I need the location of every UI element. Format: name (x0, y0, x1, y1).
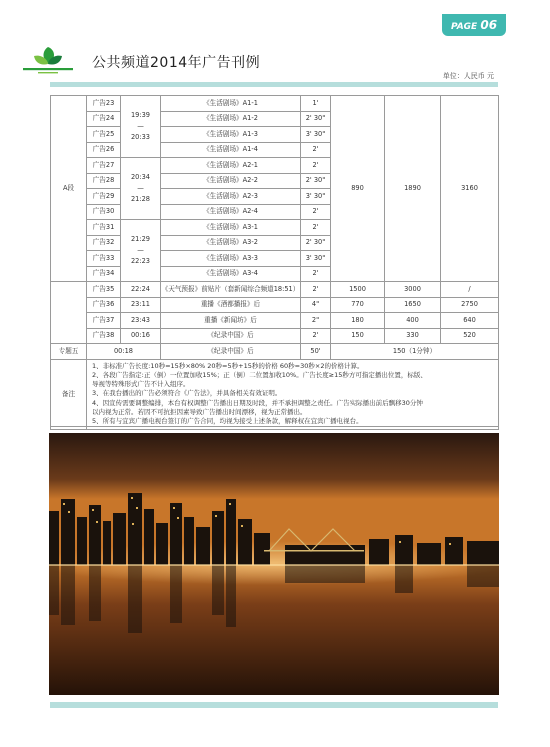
notes-text (87, 359, 499, 429)
price-cell: 770 (331, 297, 385, 313)
length-cell: 2' (301, 328, 331, 344)
time-cell: 23:43 (121, 313, 161, 329)
time-cell: 22:24 (121, 282, 161, 298)
page-number: 06 (480, 18, 498, 32)
length-cell: 2' (301, 204, 331, 220)
divider (50, 426, 498, 427)
program-cell: 重播《新闻坊》后 (161, 313, 301, 329)
time-range: 20:34 — 21:28 (121, 158, 161, 220)
notes-label: 备注 (51, 359, 87, 429)
length-cell: 2' (301, 158, 331, 174)
ad-slot: 广告37 (87, 313, 121, 329)
price-cell: 3160 (441, 96, 499, 282)
time-cell: 23:11 (121, 297, 161, 313)
ad-slot: 广告27 (87, 158, 121, 174)
note-line: 导视等特殊形式广告不计入组序。 (92, 380, 190, 389)
price-cell: 3000 (385, 282, 441, 298)
length-cell: 2' 30" (301, 173, 331, 189)
program-cell: 《天气预报》前贴片（套新闻综合频道18:51） (161, 282, 301, 298)
notes-row (51, 359, 499, 429)
city-night-skyline-image (49, 433, 499, 695)
price-cell: 180 (331, 313, 385, 329)
note-line: 4、因宣传需要调整编排，本台有权调整广告播出日期及时段，并不承担调整之责任。广告实际播出前后飘移30分钟 (92, 398, 423, 407)
segment-label-empty (51, 282, 87, 344)
channel-logo-icon (20, 44, 76, 76)
length-cell: 2' (301, 282, 331, 298)
note-line: 3、在我台播出的广告必须符合《广告法》，并具备相关有效证明。 (92, 389, 282, 398)
program-cell: 《生活剧场》A2-2 (161, 173, 301, 189)
time-range: 19:39 — 20:33 (121, 96, 161, 158)
program-cell: 《纪录中国》后 (161, 344, 301, 360)
program-cell: 《生活剧场》A1-1 (161, 96, 301, 112)
price-cell: 1650 (385, 297, 441, 313)
segment-label: A段 (51, 96, 87, 282)
length-cell: 2' 30" (301, 111, 331, 127)
program-cell: 《生活剧场》A2-4 (161, 204, 301, 220)
ad-slot: 广告24 (87, 111, 121, 127)
ad-slot: 广告38 (87, 328, 121, 344)
page-number-tab (442, 14, 506, 36)
price-cell: 520 (441, 328, 499, 344)
note-line: 1、非标准广告长度:10秒=15秒×80% 20秒=5秒+15秒的价格 60秒=30秒×2的价格计算。 (92, 361, 364, 370)
time-cell: 00:18 (87, 344, 161, 360)
price-cell: 150（1分钟） (331, 344, 499, 360)
ad-slot: 广告33 (87, 251, 121, 267)
length-cell: 50' (301, 344, 331, 360)
program-cell: 《生活剧场》A3-3 (161, 251, 301, 267)
table-row (51, 297, 499, 313)
ad-slot: 广告29 (87, 189, 121, 205)
page-title: 公共频道2014年广告刊例 (92, 55, 261, 71)
ad-slot: 广告30 (87, 204, 121, 220)
program-cell: 《生活剧场》A1-3 (161, 127, 301, 143)
program-cell: 《生活剧场》A1-4 (161, 142, 301, 158)
ad-slot: 广告23 (87, 96, 121, 112)
price-cell: 2750 (441, 297, 499, 313)
header-band (50, 82, 498, 87)
price-cell: 890 (331, 96, 385, 282)
length-cell: 1' (301, 96, 331, 112)
price-cell: 1890 (385, 96, 441, 282)
length-cell: 2' (301, 142, 331, 158)
page-prefix: PAGE (450, 22, 478, 32)
ad-slot: 广告34 (87, 266, 121, 282)
ad-slot: 广告36 (87, 297, 121, 313)
ad-slot: 广告31 (87, 220, 121, 236)
ad-slot: 广告25 (87, 127, 121, 143)
length-cell: 2' (301, 220, 331, 236)
ad-slot: 广告28 (87, 173, 121, 189)
footer-band (50, 702, 498, 708)
length-cell: 4" (301, 297, 331, 313)
note-line: 2、各段广告指定:正（倒）一位置加收15%；正（倒）二位置加收10%。广告长度≥15秒方可指定播出位置，标版、 (92, 370, 427, 379)
length-cell: 3' 30" (301, 189, 331, 205)
rate-table (50, 95, 498, 430)
table-row (51, 96, 499, 112)
price-cell: 400 (385, 313, 441, 329)
table-row (51, 313, 499, 329)
ad-slot: 广告35 (87, 282, 121, 298)
table-row (51, 282, 499, 298)
note-line: 以内视为正常。若因不可抗拒因素导致广告播出时间漂移，视为正常播出。 (92, 407, 307, 416)
time-cell: 00:16 (121, 328, 161, 344)
length-cell: 3' 30" (301, 127, 331, 143)
price-cell: / (441, 282, 499, 298)
time-range: 21:29 — 22:23 (121, 220, 161, 282)
note-line: 5、所有与宜宾广播电视台签订的广告合同，均视为接受上述条款，解释权在宜宾广播电视台。 (92, 417, 363, 426)
length-cell: 2' (301, 266, 331, 282)
length-cell: 3' 30" (301, 251, 331, 267)
program-cell: 《生活剧场》A2-1 (161, 158, 301, 174)
price-cell: 330 (385, 328, 441, 344)
length-cell: 2" (301, 313, 331, 329)
currency-unit: 单位：人民币 元 (442, 72, 494, 80)
table-row (51, 344, 499, 360)
program-cell: 《生活剧场》A1-2 (161, 111, 301, 127)
ad-slot: 广告32 (87, 235, 121, 251)
special-label: 专题五 (51, 344, 87, 360)
program-cell: 《生活剧场》A3-1 (161, 220, 301, 236)
price-cell: 150 (331, 328, 385, 344)
program-cell: 重播《酒都播报》后 (161, 297, 301, 313)
price-cell: 1500 (331, 282, 385, 298)
program-cell: 《生活剧场》A3-4 (161, 266, 301, 282)
program-cell: 《生活剧场》A3-2 (161, 235, 301, 251)
length-cell: 2' 30" (301, 235, 331, 251)
ad-slot: 广告26 (87, 142, 121, 158)
program-cell: 《生活剧场》A2-3 (161, 189, 301, 205)
price-cell: 640 (441, 313, 499, 329)
program-cell: 《纪录中国》后 (161, 328, 301, 344)
table-row (51, 328, 499, 344)
